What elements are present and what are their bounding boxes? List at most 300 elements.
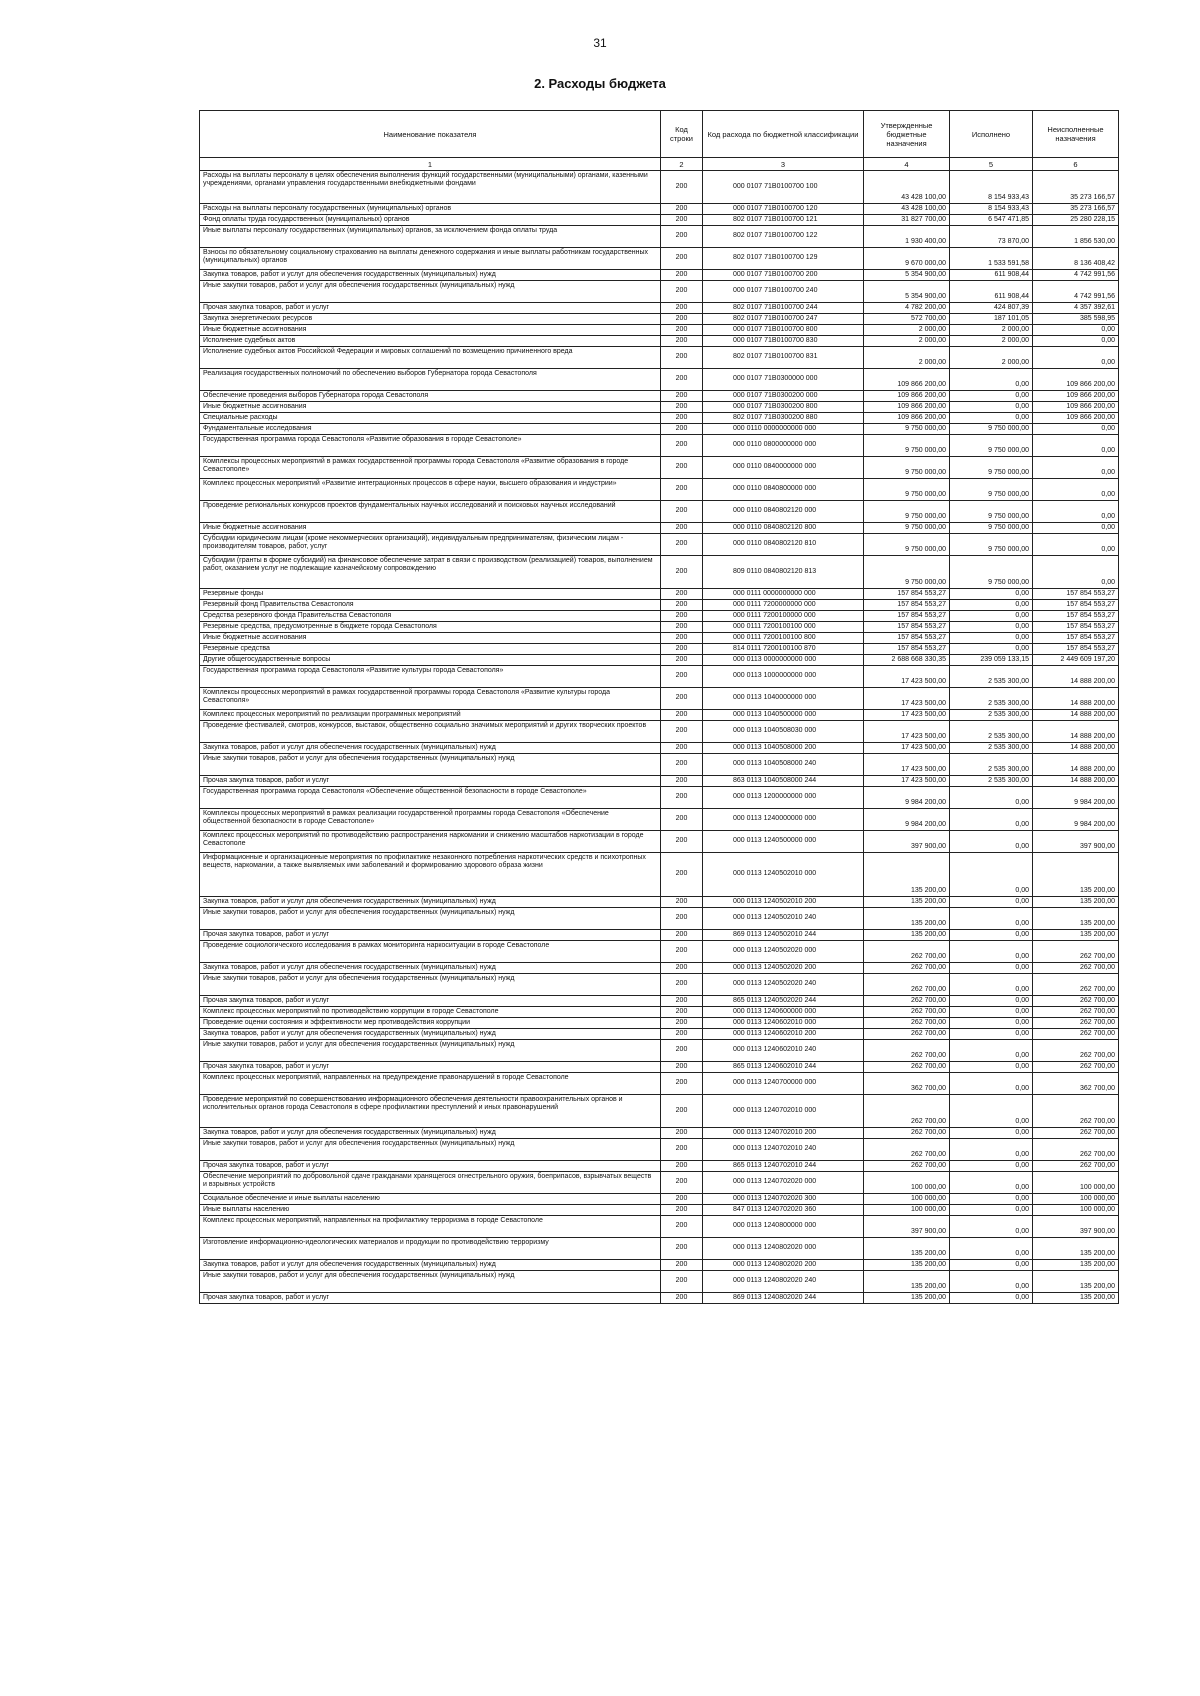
- table-row: [200, 215, 1119, 226]
- row-name: Прочая закупка товаров, работ и услуг: [200, 930, 661, 941]
- row-unexecuted: 0,00: [1033, 347, 1119, 369]
- row-unexecuted: 262 700,00: [1033, 1007, 1119, 1018]
- row-unexecuted: 157 854 553,27: [1033, 611, 1119, 622]
- row-name: Изготовление информационно-идеологических материалов и продукции по противодействию терроризму: [200, 1238, 661, 1260]
- row-name: Закупка товаров, работ и услуг для обеспечения государственных (муниципальных) нужд: [200, 897, 661, 908]
- row-name: Другие общегосударственные вопросы: [200, 655, 661, 666]
- row-unexecuted: 262 700,00: [1033, 1040, 1119, 1062]
- row-expense-code: 000 0113 1040000000 000: [703, 688, 864, 710]
- row-line-code: 200: [661, 611, 703, 622]
- table-row: [200, 908, 1119, 930]
- row-name: Иные закупки товаров, работ и услуг для обеспечения государственных (муниципальных) нужд: [200, 974, 661, 996]
- row-line-code: 200: [661, 1095, 703, 1128]
- row-unexecuted: 14 888 200,00: [1033, 776, 1119, 787]
- row-expense-code: 802 0107 71В0300200 880: [703, 413, 864, 424]
- row-expense-code: 802 0107 71В0100700 244: [703, 303, 864, 314]
- row-unexecuted: 4 357 392,61: [1033, 303, 1119, 314]
- row-approved: 9 984 200,00: [864, 787, 950, 809]
- row-expense-code: 000 0113 1240502020 200: [703, 963, 864, 974]
- table-row: [200, 424, 1119, 435]
- table-row: [200, 1194, 1119, 1205]
- row-unexecuted: 4 742 991,56: [1033, 270, 1119, 281]
- row-line-code: 200: [661, 1216, 703, 1238]
- row-approved: 135 200,00: [864, 1271, 950, 1293]
- row-line-code: 200: [661, 754, 703, 776]
- row-expense-code: 000 0113 1240702010 000: [703, 1095, 864, 1128]
- row-line-code: 200: [661, 523, 703, 534]
- table-row: [200, 787, 1119, 809]
- row-expense-code: 802 0107 71В0100700 247: [703, 314, 864, 325]
- row-unexecuted: 100 000,00: [1033, 1172, 1119, 1194]
- row-line-code: 200: [661, 479, 703, 501]
- row-approved: 2 688 668 330,35: [864, 655, 950, 666]
- table-row: [200, 589, 1119, 600]
- row-line-code: 200: [661, 1238, 703, 1260]
- row-unexecuted: 25 280 228,15: [1033, 215, 1119, 226]
- row-unexecuted: 135 200,00: [1033, 1271, 1119, 1293]
- row-unexecuted: 109 866 200,00: [1033, 391, 1119, 402]
- row-name: Закупка товаров, работ и услуг для обеспечения государственных (муниципальных) нужд: [200, 270, 661, 281]
- row-unexecuted: 0,00: [1033, 556, 1119, 589]
- row-approved: 397 900,00: [864, 831, 950, 853]
- row-name: Прочая закупка товаров, работ и услуг: [200, 1062, 661, 1073]
- row-line-code: 200: [661, 347, 703, 369]
- row-approved: 135 200,00: [864, 930, 950, 941]
- header-unexecuted: Неисполненные назначения: [1033, 111, 1119, 158]
- row-expense-code: 000 0113 1240700000 000: [703, 1073, 864, 1095]
- row-expense-code: 865 0113 1240602010 244: [703, 1062, 864, 1073]
- row-approved: 135 200,00: [864, 908, 950, 930]
- table-row: [200, 721, 1119, 743]
- row-executed: 9 750 000,00: [950, 556, 1033, 589]
- table-row: [200, 336, 1119, 347]
- row-approved: 572 700,00: [864, 314, 950, 325]
- row-expense-code: 000 0113 1240702020 000: [703, 1172, 864, 1194]
- row-expense-code: 000 0110 0840802120 800: [703, 523, 864, 534]
- row-executed: 0,00: [950, 633, 1033, 644]
- table-row: [200, 369, 1119, 391]
- row-line-code: 200: [661, 996, 703, 1007]
- table-row: [200, 281, 1119, 303]
- row-name: Комплексы процессных мероприятий в рамках государственной программы города Севастополя «Развитие культуры города Севастополя»: [200, 688, 661, 710]
- row-line-code: 200: [661, 644, 703, 655]
- row-executed: 0,00: [950, 1062, 1033, 1073]
- row-line-code: 200: [661, 787, 703, 809]
- row-name: Иные бюджетные ассигнования: [200, 402, 661, 413]
- table-row: [200, 666, 1119, 688]
- row-line-code: 200: [661, 402, 703, 413]
- row-line-code: 200: [661, 171, 703, 204]
- row-unexecuted: 14 888 200,00: [1033, 743, 1119, 754]
- row-unexecuted: 135 200,00: [1033, 1260, 1119, 1271]
- row-name: Специальные расходы: [200, 413, 661, 424]
- row-expense-code: 000 0113 1240600000 000: [703, 1007, 864, 1018]
- row-unexecuted: 262 700,00: [1033, 1161, 1119, 1172]
- row-name: Комплексы процессных мероприятий в рамках государственной программы города Севастополя «Развитие образования в городе Севастополе»: [200, 457, 661, 479]
- row-unexecuted: 262 700,00: [1033, 1018, 1119, 1029]
- row-unexecuted: 157 854 553,27: [1033, 644, 1119, 655]
- row-executed: 0,00: [950, 1040, 1033, 1062]
- row-line-code: 200: [661, 457, 703, 479]
- row-unexecuted: 135 200,00: [1033, 908, 1119, 930]
- row-unexecuted: 135 200,00: [1033, 853, 1119, 897]
- row-line-code: 200: [661, 831, 703, 853]
- row-executed: 0,00: [950, 391, 1033, 402]
- row-approved: 157 854 553,27: [864, 644, 950, 655]
- row-name: Иные бюджетные ассигнования: [200, 633, 661, 644]
- row-executed: 0,00: [950, 369, 1033, 391]
- table-row: [200, 1205, 1119, 1216]
- row-name: Комплекс процессных мероприятий, направленных на профилактику терроризма в городе Севастополе: [200, 1216, 661, 1238]
- row-unexecuted: 0,00: [1033, 479, 1119, 501]
- row-approved: 17 423 500,00: [864, 710, 950, 721]
- row-executed: 2 000,00: [950, 325, 1033, 336]
- row-expense-code: 865 0113 1240702010 244: [703, 1161, 864, 1172]
- row-line-code: 200: [661, 204, 703, 215]
- row-line-code: 200: [661, 556, 703, 589]
- row-approved: 17 423 500,00: [864, 743, 950, 754]
- row-approved: 9 750 000,00: [864, 479, 950, 501]
- row-name: Резервные средства: [200, 644, 661, 655]
- row-unexecuted: 135 200,00: [1033, 897, 1119, 908]
- table-row: [200, 633, 1119, 644]
- row-expense-code: 000 0113 1240802020 240: [703, 1271, 864, 1293]
- row-expense-code: 000 0111 7200100000 000: [703, 611, 864, 622]
- row-unexecuted: 14 888 200,00: [1033, 666, 1119, 688]
- row-unexecuted: 135 200,00: [1033, 930, 1119, 941]
- row-executed: 9 750 000,00: [950, 501, 1033, 523]
- table-row: [200, 325, 1119, 336]
- row-unexecuted: 157 854 553,27: [1033, 622, 1119, 633]
- row-expense-code: 000 0110 0000000000 000: [703, 424, 864, 435]
- row-approved: 4 782 200,00: [864, 303, 950, 314]
- row-name: Иные закупки товаров, работ и услуг для обеспечения государственных (муниципальных) нужд: [200, 281, 661, 303]
- row-executed: 0,00: [950, 809, 1033, 831]
- table-row: [200, 457, 1119, 479]
- table-row: [200, 347, 1119, 369]
- row-executed: 8 154 933,43: [950, 171, 1033, 204]
- row-line-code: 200: [661, 1205, 703, 1216]
- row-name: Информационные и организационные мероприятия по профилактике незаконного потребления наркотических средств и психотропных веществ, наркомании, а также выявляемых ими заболеваний и формированию здорового образа жизни: [200, 853, 661, 897]
- row-unexecuted: 0,00: [1033, 523, 1119, 534]
- row-executed: 9 750 000,00: [950, 435, 1033, 457]
- row-expense-code: 000 0113 1240702010 200: [703, 1128, 864, 1139]
- row-approved: 135 200,00: [864, 1238, 950, 1260]
- row-approved: 135 200,00: [864, 1293, 950, 1304]
- row-expense-code: 802 0107 71В0100700 831: [703, 347, 864, 369]
- row-name: Государственная программа города Севастополя «Развитие культуры города Севастополя»: [200, 666, 661, 688]
- row-expense-code: 000 0113 1240000000 000: [703, 809, 864, 831]
- row-approved: 262 700,00: [864, 1139, 950, 1161]
- row-name: Иные закупки товаров, работ и услуг для обеспечения государственных (муниципальных) нужд: [200, 754, 661, 776]
- row-approved: 157 854 553,27: [864, 611, 950, 622]
- row-executed: 0,00: [950, 1238, 1033, 1260]
- row-approved: 262 700,00: [864, 1007, 950, 1018]
- row-executed: 0,00: [950, 831, 1033, 853]
- column-number: 6: [1033, 158, 1119, 171]
- row-name: Комплекс процессных мероприятий по противодействию распространения наркомании и снижению масштабов наркотизации в городе Севастополе: [200, 831, 661, 853]
- row-approved: 100 000,00: [864, 1205, 950, 1216]
- table-row: [200, 1040, 1119, 1062]
- row-executed: 0,00: [950, 1018, 1033, 1029]
- row-name: Проведение социологического исследования в рамках мониторинга наркоситуации в городе Севастополе: [200, 941, 661, 963]
- row-approved: 157 854 553,27: [864, 600, 950, 611]
- table-row: [200, 809, 1119, 831]
- row-executed: 2 535 300,00: [950, 666, 1033, 688]
- table-row: [200, 1007, 1119, 1018]
- row-unexecuted: 35 273 166,57: [1033, 171, 1119, 204]
- row-name: Комплекс процессных мероприятий «Развитие интеграционных процессов в сфере науки, высшего образования и индустрии»: [200, 479, 661, 501]
- row-name: Резервный фонд Правительства Севастополя: [200, 600, 661, 611]
- row-approved: 109 866 200,00: [864, 369, 950, 391]
- row-line-code: 200: [661, 1161, 703, 1172]
- row-executed: 0,00: [950, 1205, 1033, 1216]
- section-title: 2. Расходы бюджета: [534, 76, 666, 91]
- row-expense-code: 000 0110 0840802120 810: [703, 534, 864, 556]
- row-line-code: 200: [661, 1040, 703, 1062]
- table-row: [200, 1062, 1119, 1073]
- row-unexecuted: 397 900,00: [1033, 1216, 1119, 1238]
- row-expense-code: 814 0111 7200100100 870: [703, 644, 864, 655]
- row-executed: 9 750 000,00: [950, 457, 1033, 479]
- row-unexecuted: 362 700,00: [1033, 1073, 1119, 1095]
- row-line-code: 200: [661, 743, 703, 754]
- row-name: Иные бюджетные ассигнования: [200, 325, 661, 336]
- row-name: Обеспечение проведения выборов Губернатора города Севастополя: [200, 391, 661, 402]
- row-line-code: 200: [661, 1029, 703, 1040]
- table-row: [200, 534, 1119, 556]
- column-number: 2: [661, 158, 703, 171]
- row-executed: 0,00: [950, 853, 1033, 897]
- row-name: Государственная программа города Севастополя «Развитие образования в городе Севастополе»: [200, 435, 661, 457]
- table-row: [200, 303, 1119, 314]
- row-line-code: 200: [661, 413, 703, 424]
- row-approved: 262 700,00: [864, 1128, 950, 1139]
- row-executed: 9 750 000,00: [950, 523, 1033, 534]
- row-approved: 157 854 553,27: [864, 633, 950, 644]
- row-executed: 1 533 591,58: [950, 248, 1033, 270]
- row-approved: 262 700,00: [864, 1161, 950, 1172]
- column-number-row: [200, 158, 1119, 171]
- table-row: [200, 1128, 1119, 1139]
- row-name: Иные закупки товаров, работ и услуг для обеспечения государственных (муниципальных) нужд: [200, 1139, 661, 1161]
- row-name: Комплексы процессных мероприятий в рамках реализации государственной программы города Севастополя «Обеспечение общественной безопасности в городе Севастополе»: [200, 809, 661, 831]
- row-unexecuted: 0,00: [1033, 457, 1119, 479]
- row-line-code: 200: [661, 1172, 703, 1194]
- row-line-code: 200: [661, 1073, 703, 1095]
- row-name: Иные закупки товаров, работ и услуг для обеспечения государственных (муниципальных) нужд: [200, 1040, 661, 1062]
- row-unexecuted: 35 273 166,57: [1033, 204, 1119, 215]
- row-line-code: 200: [661, 622, 703, 633]
- row-name: Закупка энергетических ресурсов: [200, 314, 661, 325]
- row-expense-code: 000 0107 71В0100700 800: [703, 325, 864, 336]
- table-row: [200, 1260, 1119, 1271]
- table-row: [200, 226, 1119, 248]
- table-row: [200, 754, 1119, 776]
- row-unexecuted: 135 200,00: [1033, 1293, 1119, 1304]
- row-expense-code: 000 0113 1240500000 000: [703, 831, 864, 853]
- table-row: [200, 1271, 1119, 1293]
- row-approved: 31 827 700,00: [864, 215, 950, 226]
- row-name: Резервные средства, предусмотренные в бюджете города Севастополя: [200, 622, 661, 633]
- row-name: Прочая закупка товаров, работ и услуг: [200, 996, 661, 1007]
- row-executed: 611 908,44: [950, 281, 1033, 303]
- row-approved: 262 700,00: [864, 941, 950, 963]
- table-row: [200, 1073, 1119, 1095]
- row-name: Расходы на выплаты персоналу в целях обеспечения выполнения функций государственными (муниципальными) органами, казенными учреждениями, органами управления государственными внебюджетными фондами: [200, 171, 661, 204]
- row-line-code: 200: [661, 1062, 703, 1073]
- row-executed: 0,00: [950, 611, 1033, 622]
- row-name: Исполнение судебных актов: [200, 336, 661, 347]
- table-row: [200, 853, 1119, 897]
- row-name: Закупка товаров, работ и услуг для обеспечения государственных (муниципальных) нужд: [200, 1029, 661, 1040]
- row-executed: 0,00: [950, 644, 1033, 655]
- table-row: [200, 501, 1119, 523]
- table-row: [200, 831, 1119, 853]
- row-approved: 262 700,00: [864, 963, 950, 974]
- table-row: [200, 644, 1119, 655]
- row-executed: 0,00: [950, 996, 1033, 1007]
- row-name: Иные закупки товаров, работ и услуг для обеспечения государственных (муниципальных) нужд: [200, 1271, 661, 1293]
- row-name: Взносы по обязательному социальному страхованию на выплаты денежного содержания и иные выплаты работникам государственных (муниципальных) органов: [200, 248, 661, 270]
- row-approved: 100 000,00: [864, 1194, 950, 1205]
- row-line-code: 200: [661, 589, 703, 600]
- table-row: [200, 314, 1119, 325]
- row-name: Закупка товаров, работ и услуг для обеспечения государственных (муниципальных) нужд: [200, 743, 661, 754]
- table-row: [200, 963, 1119, 974]
- row-expense-code: 000 0107 71В0100700 200: [703, 270, 864, 281]
- column-number: 4: [864, 158, 950, 171]
- row-approved: 17 423 500,00: [864, 776, 950, 787]
- row-line-code: 200: [661, 688, 703, 710]
- table-row: [200, 413, 1119, 424]
- row-line-code: 200: [661, 281, 703, 303]
- row-expense-code: 000 0107 71В0100700 240: [703, 281, 864, 303]
- row-line-code: 200: [661, 776, 703, 787]
- row-expense-code: 000 0113 1240502020 240: [703, 974, 864, 996]
- row-executed: 0,00: [950, 1128, 1033, 1139]
- row-line-code: 200: [661, 655, 703, 666]
- table-row: [200, 743, 1119, 754]
- row-name: Исполнение судебных актов Российской Федерации и мировых соглашений по возмещению причиненного вреда: [200, 347, 661, 369]
- row-approved: 109 866 200,00: [864, 402, 950, 413]
- row-expense-code: 000 0113 1240602010 240: [703, 1040, 864, 1062]
- row-expense-code: 000 0113 1240802020 000: [703, 1238, 864, 1260]
- table-row: [200, 611, 1119, 622]
- row-unexecuted: 0,00: [1033, 534, 1119, 556]
- row-expense-code: 000 0107 71В0100700 830: [703, 336, 864, 347]
- row-executed: 8 154 933,43: [950, 204, 1033, 215]
- row-approved: 17 423 500,00: [864, 721, 950, 743]
- row-unexecuted: 2 449 609 197,20: [1033, 655, 1119, 666]
- row-line-code: 200: [661, 215, 703, 226]
- row-expense-code: 869 0113 1240802020 244: [703, 1293, 864, 1304]
- row-expense-code: 000 0113 1240602010 200: [703, 1029, 864, 1040]
- row-name: Иные выплаты персоналу государственных (муниципальных) органов, за исключением фонда оплаты труда: [200, 226, 661, 248]
- row-executed: 0,00: [950, 413, 1033, 424]
- row-line-code: 200: [661, 963, 703, 974]
- row-unexecuted: 135 200,00: [1033, 1238, 1119, 1260]
- row-expense-code: 000 0110 0840800000 000: [703, 479, 864, 501]
- row-line-code: 200: [661, 303, 703, 314]
- row-expense-code: 000 0113 1040508030 000: [703, 721, 864, 743]
- row-line-code: 200: [661, 721, 703, 743]
- budget-expenses-table: [199, 110, 1119, 1304]
- row-expense-code: 000 0107 71В0300200 800: [703, 402, 864, 413]
- row-unexecuted: 0,00: [1033, 435, 1119, 457]
- row-executed: 73 870,00: [950, 226, 1033, 248]
- row-expense-code: 000 0111 7200100100 000: [703, 622, 864, 633]
- row-approved: 17 423 500,00: [864, 666, 950, 688]
- row-unexecuted: 262 700,00: [1033, 974, 1119, 996]
- row-expense-code: 000 0111 7200000000 000: [703, 600, 864, 611]
- row-executed: 0,00: [950, 622, 1033, 633]
- row-name: Средства резервного фонда Правительства Севастополя: [200, 611, 661, 622]
- row-unexecuted: 262 700,00: [1033, 1128, 1119, 1139]
- row-unexecuted: 397 900,00: [1033, 831, 1119, 853]
- row-unexecuted: 262 700,00: [1033, 1062, 1119, 1073]
- row-executed: 0,00: [950, 1293, 1033, 1304]
- row-executed: 6 547 471,85: [950, 215, 1033, 226]
- table-row: [200, 479, 1119, 501]
- header-expense-code: Код расхода по бюджетной классификации: [703, 111, 864, 158]
- table-row: [200, 171, 1119, 204]
- row-expense-code: 000 0113 1240800000 000: [703, 1216, 864, 1238]
- row-executed: 9 750 000,00: [950, 534, 1033, 556]
- row-unexecuted: 14 888 200,00: [1033, 721, 1119, 743]
- table-row: [200, 1095, 1119, 1128]
- table-row: [200, 600, 1119, 611]
- row-unexecuted: 262 700,00: [1033, 1095, 1119, 1128]
- table-row: [200, 1161, 1119, 1172]
- row-expense-code: 000 0113 0000000000 000: [703, 655, 864, 666]
- row-expense-code: 000 0113 1240702010 240: [703, 1139, 864, 1161]
- table-row: [200, 248, 1119, 270]
- row-name: Фундаментальные исследования: [200, 424, 661, 435]
- row-unexecuted: 14 888 200,00: [1033, 710, 1119, 721]
- row-approved: 157 854 553,27: [864, 622, 950, 633]
- row-approved: 397 900,00: [864, 1216, 950, 1238]
- row-name: Иные закупки товаров, работ и услуг для обеспечения государственных (муниципальных) нужд: [200, 908, 661, 930]
- row-unexecuted: 9 984 200,00: [1033, 809, 1119, 831]
- row-line-code: 200: [661, 666, 703, 688]
- row-unexecuted: 262 700,00: [1033, 1029, 1119, 1040]
- row-name: Закупка товаров, работ и услуг для обеспечения государственных (муниципальных) нужд: [200, 1128, 661, 1139]
- row-executed: 0,00: [950, 1216, 1033, 1238]
- row-name: Обеспечение мероприятий по добровольной сдаче гражданами хранящегося огнестрельного оружия, боеприпасов, взрывчатых веществ и взрывных устройств: [200, 1172, 661, 1194]
- row-approved: 135 200,00: [864, 1260, 950, 1271]
- row-line-code: 200: [661, 710, 703, 721]
- row-name: Иные бюджетные ассигнования: [200, 523, 661, 534]
- row-unexecuted: 157 854 553,27: [1033, 633, 1119, 644]
- row-executed: 187 101,05: [950, 314, 1033, 325]
- row-approved: 362 700,00: [864, 1073, 950, 1095]
- row-executed: 0,00: [950, 1073, 1033, 1095]
- row-executed: 0,00: [950, 974, 1033, 996]
- row-line-code: 200: [661, 930, 703, 941]
- row-line-code: 200: [661, 1139, 703, 1161]
- row-line-code: 200: [661, 908, 703, 930]
- row-approved: 9 750 000,00: [864, 501, 950, 523]
- row-expense-code: 000 0113 1040508000 200: [703, 743, 864, 754]
- row-approved: 9 750 000,00: [864, 435, 950, 457]
- row-expense-code: 000 0110 0840802120 000: [703, 501, 864, 523]
- row-executed: 0,00: [950, 600, 1033, 611]
- header-executed: Исполнено: [950, 111, 1033, 158]
- table-row: [200, 776, 1119, 787]
- row-line-code: 200: [661, 248, 703, 270]
- row-line-code: 200: [661, 600, 703, 611]
